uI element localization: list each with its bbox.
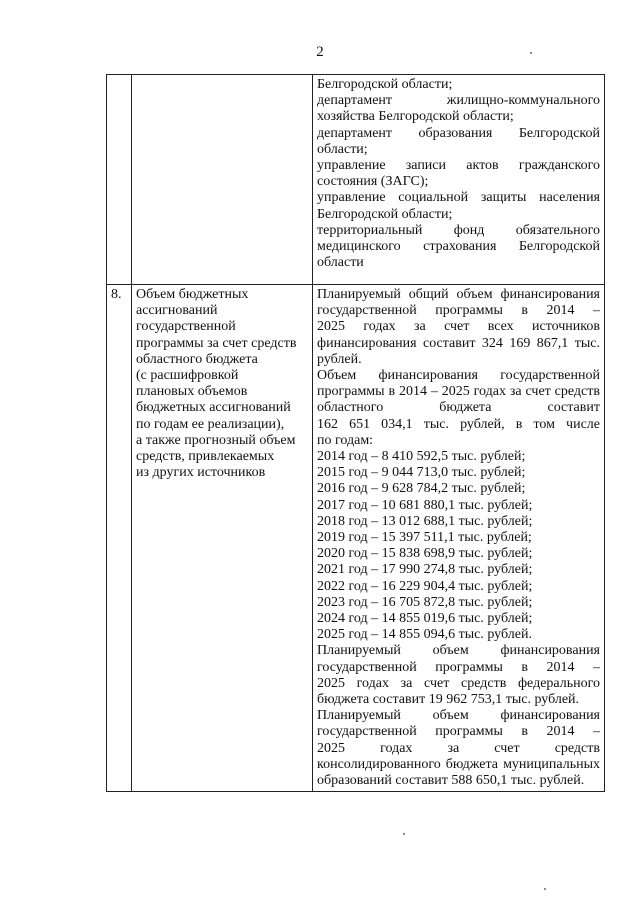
scan-speck	[403, 833, 405, 835]
text-line: 2021 год – 17 990 274,8 тыс. рублей;	[317, 562, 533, 578]
label-line: Объем бюджетных	[136, 287, 249, 302]
text-line: 2024 год – 14 855 019,6 тыс. рублей;	[317, 611, 533, 627]
text-line: департамент образования Белгородской	[317, 125, 600, 141]
text-line: 2020 год – 15 838 698,9 тыс. рублей;	[317, 546, 533, 562]
budget-allocation-label	[136, 287, 308, 481]
text-line: 2015 год – 9 044 713,0 тыс. рублей;	[317, 465, 526, 481]
text-line: образований составит 588 650,1 тыс. рублей.	[317, 773, 585, 789]
page-number: 2	[316, 44, 324, 60]
row-label-cell	[132, 285, 313, 792]
text-line: 2014 год – 8 410 592,5 тыс. рублей;	[317, 449, 526, 465]
table-row-continued	[107, 75, 605, 285]
financing-text	[317, 287, 600, 789]
text-line: Белгородской области;	[317, 77, 453, 92]
label-line: бюджетных ассигнований	[136, 400, 291, 416]
text-line: государственной программы в 2014 –	[317, 303, 600, 319]
text-line: финансирования составит 324 169 867,1 тыс.	[317, 335, 600, 351]
label-line: ассигнований	[136, 303, 218, 319]
text-line: Объем финансирования государственной	[317, 368, 600, 384]
text-line: 2025 год – 14 855 094,6 тыс. рублей.	[317, 627, 532, 643]
text-line: состояния (ЗАГС);	[317, 174, 429, 190]
text-line: 2022 год – 16 229 904,4 тыс. рублей;	[317, 578, 533, 594]
text-line: Планируемый объем финансирования	[317, 643, 600, 659]
text-line: Планируемый объем финансирования	[317, 708, 600, 724]
row-number-cell: 8.	[107, 285, 132, 792]
text-line: Белгородской области;	[317, 206, 453, 222]
label-line: программы за счет средств	[136, 335, 297, 351]
text-line: области;	[317, 141, 368, 157]
label-line: из других источников	[136, 465, 266, 481]
text-line: рублей.	[317, 351, 362, 367]
text-line: 2023 год – 16 705 872,8 тыс. рублей;	[317, 594, 533, 610]
text-line: государственной программы в 2014 –	[317, 724, 600, 740]
text-line: 2025 годах за счет всех источников	[317, 319, 600, 335]
text-line: департамент жилищно-коммунального	[317, 93, 600, 109]
label-line: а также прогнозный объем	[136, 432, 296, 448]
text-line: управление записи актов гражданского	[317, 158, 600, 174]
text-line: консолидированного бюджета муниципальных	[317, 756, 600, 772]
text-line: 2025 годах за счет средств федерального	[317, 675, 600, 691]
label-line: плановых объемов	[136, 384, 248, 400]
text-line: территориальный фонд обязательного	[317, 222, 600, 238]
text-line: 2017 год – 10 681 880,1 тыс. рублей;	[317, 497, 533, 513]
label-line: областного бюджета	[136, 351, 258, 367]
text-line: по годам:	[317, 432, 374, 448]
label-line: (с расшифровкой	[136, 368, 239, 384]
text-line: хозяйства Белгородской области;	[317, 109, 514, 125]
text-line: областного бюджета составит	[317, 400, 600, 416]
text-line: государственной программы в 2014 –	[317, 659, 600, 675]
financing-content-cell	[313, 285, 605, 792]
label-line: по годам ее реализации),	[136, 416, 285, 432]
text-line: 2018 год – 13 012 688,1 тыс. рублей;	[317, 513, 533, 529]
text-line: программы в 2014 – 2025 годах за счет средств	[317, 384, 600, 400]
responsible-executors-text	[317, 77, 600, 271]
text-line: управление социальной защиты населения	[317, 190, 600, 206]
scan-speck	[544, 888, 546, 890]
row-label-cell	[132, 75, 313, 285]
text-line: медицинского страхования Белгородской	[317, 239, 600, 255]
table-row-8	[107, 285, 605, 792]
text-line: бюджета составит 19 962 753,1 тыс. рублей.	[317, 692, 580, 708]
text-line: 162 651 034,1 тыс. рублей, в том числе	[317, 416, 600, 432]
program-passport-table	[106, 74, 605, 792]
text-line: области	[317, 255, 364, 271]
text-line: Планируемый общий объем финансирования	[317, 287, 600, 302]
label-line: государственной	[136, 319, 236, 335]
text-line: 2016 год – 9 628 784,2 тыс. рублей;	[317, 481, 526, 497]
text-line: 2019 год – 15 397 511,1 тыс. рублей;	[317, 530, 532, 546]
responsible-executors-cell	[313, 75, 605, 285]
label-line: средств, привлекаемых	[136, 449, 275, 465]
scan-speck	[530, 52, 532, 54]
text-line: 2025 годах за счет средств	[317, 740, 600, 756]
row-number-cell	[107, 75, 132, 285]
